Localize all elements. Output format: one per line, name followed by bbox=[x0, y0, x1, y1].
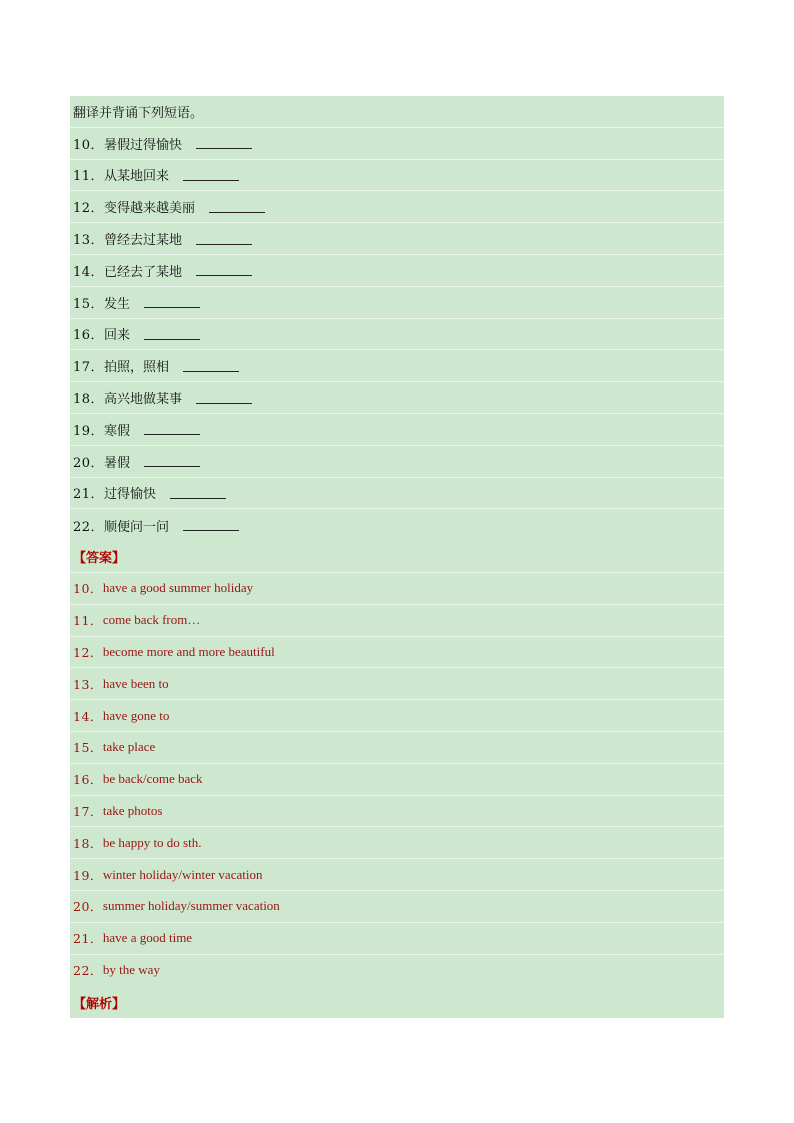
instruction bbox=[70, 96, 724, 128]
question-row bbox=[70, 287, 724, 319]
answer-blank[interactable] bbox=[144, 328, 200, 340]
answer-row bbox=[70, 700, 724, 732]
answer-row bbox=[70, 923, 724, 955]
question-text: 寒假 bbox=[104, 423, 131, 439]
question-number: 11． bbox=[73, 169, 105, 185]
answer-text: be back/come back bbox=[102, 771, 203, 787]
answer-blank[interactable] bbox=[196, 137, 252, 149]
answer-row bbox=[70, 573, 724, 605]
question-text: 发生 bbox=[104, 296, 131, 312]
question-number: 16． bbox=[73, 328, 105, 344]
answer-number: 20． bbox=[73, 899, 103, 915]
question-row bbox=[70, 350, 724, 382]
exercise-sheet bbox=[70, 96, 724, 1018]
answer-number: 11． bbox=[73, 613, 103, 629]
question-text: 拍照，照相 bbox=[104, 360, 170, 376]
question-text: 曾经去过某地 bbox=[104, 233, 183, 249]
answer-number: 10． bbox=[73, 581, 103, 597]
answer-number: 12． bbox=[73, 644, 103, 660]
question-number: 14． bbox=[73, 264, 105, 280]
answer-row bbox=[70, 827, 724, 859]
question-list bbox=[70, 128, 724, 541]
answer-blank[interactable] bbox=[209, 201, 265, 213]
question-row bbox=[70, 478, 724, 510]
answer-blank[interactable] bbox=[196, 392, 252, 404]
analysis-heading-row bbox=[70, 986, 724, 1018]
question-number: 18． bbox=[73, 392, 105, 408]
answer-row bbox=[70, 764, 724, 796]
answer-text: have a good time bbox=[102, 930, 193, 946]
answer-text: come back from… bbox=[102, 612, 201, 628]
answer-row bbox=[70, 637, 724, 669]
answer-blank[interactable] bbox=[183, 519, 239, 531]
answer-row bbox=[70, 955, 724, 987]
question-text: 从某地回来 bbox=[104, 169, 170, 185]
analysis-heading: 【解析】 bbox=[73, 996, 126, 1012]
question-row bbox=[70, 414, 724, 446]
question-number: 19． bbox=[73, 423, 105, 439]
question-text: 已经去了某地 bbox=[104, 264, 183, 280]
answer-heading: 【答案】 bbox=[73, 551, 126, 567]
answer-row bbox=[70, 891, 724, 923]
question-text: 回来 bbox=[104, 328, 131, 344]
answer-text: be happy to do sth. bbox=[102, 834, 202, 850]
answer-number: 22． bbox=[73, 963, 103, 979]
question-row bbox=[70, 382, 724, 414]
answer-number: 13． bbox=[73, 676, 103, 692]
question-number: 10． bbox=[73, 137, 105, 153]
answer-row bbox=[70, 668, 724, 700]
answer-blank[interactable] bbox=[144, 423, 200, 435]
question-text: 过得愉快 bbox=[104, 487, 157, 503]
question-text: 暑假 bbox=[104, 455, 131, 471]
answer-blank[interactable] bbox=[196, 233, 252, 245]
answer-blank[interactable] bbox=[144, 296, 200, 308]
question-number: 22． bbox=[73, 519, 105, 535]
answer-text: summer holiday/summer vacation bbox=[102, 898, 280, 914]
question-number: 21． bbox=[73, 487, 105, 503]
question-text: 暑假过得愉快 bbox=[104, 137, 183, 153]
answer-number: 17． bbox=[73, 803, 103, 819]
answer-text: have gone to bbox=[102, 707, 170, 723]
answer-row bbox=[70, 732, 724, 764]
answer-text: by the way bbox=[102, 962, 160, 978]
question-row bbox=[70, 128, 724, 160]
question-number: 13． bbox=[73, 233, 105, 249]
answer-text: take place bbox=[102, 739, 156, 755]
answer-number: 16． bbox=[73, 772, 103, 788]
question-text: 变得越来越美丽 bbox=[104, 201, 196, 217]
answer-number: 18． bbox=[73, 835, 103, 851]
answer-heading-row bbox=[70, 541, 724, 573]
question-row bbox=[70, 446, 724, 478]
answer-text: have a good summer holiday bbox=[102, 580, 254, 596]
answer-number: 15． bbox=[73, 740, 103, 756]
answer-row bbox=[70, 605, 724, 637]
answer-blank[interactable] bbox=[183, 360, 239, 372]
question-row bbox=[70, 255, 724, 287]
question-number: 12． bbox=[73, 201, 105, 217]
question-number: 17． bbox=[73, 360, 105, 376]
answer-number: 19． bbox=[73, 867, 103, 883]
question-row bbox=[70, 160, 724, 192]
question-row bbox=[70, 509, 724, 541]
question-row bbox=[70, 191, 724, 223]
question-text: 高兴地做某事 bbox=[104, 392, 183, 408]
question-number: 20． bbox=[73, 455, 105, 471]
answer-number: 14． bbox=[73, 708, 103, 724]
question-row bbox=[70, 223, 724, 255]
answer-text: winter holiday/winter vacation bbox=[102, 866, 263, 882]
answer-row bbox=[70, 859, 724, 891]
answer-text: have been to bbox=[102, 675, 169, 691]
answer-text: become more and more beautiful bbox=[102, 643, 275, 659]
answer-blank[interactable] bbox=[183, 169, 239, 181]
question-row bbox=[70, 319, 724, 351]
answer-blank[interactable] bbox=[144, 455, 200, 467]
answer-blank[interactable] bbox=[170, 487, 226, 499]
instruction-text: 翻译并背诵下列短语。 bbox=[73, 105, 204, 121]
answer-list bbox=[70, 573, 724, 986]
answer-number: 21． bbox=[73, 931, 103, 947]
answer-blank[interactable] bbox=[196, 264, 252, 276]
answer-text: take photos bbox=[102, 802, 163, 818]
answer-row bbox=[70, 796, 724, 828]
question-text: 顺便问一问 bbox=[104, 519, 170, 535]
question-number: 15． bbox=[73, 296, 105, 312]
